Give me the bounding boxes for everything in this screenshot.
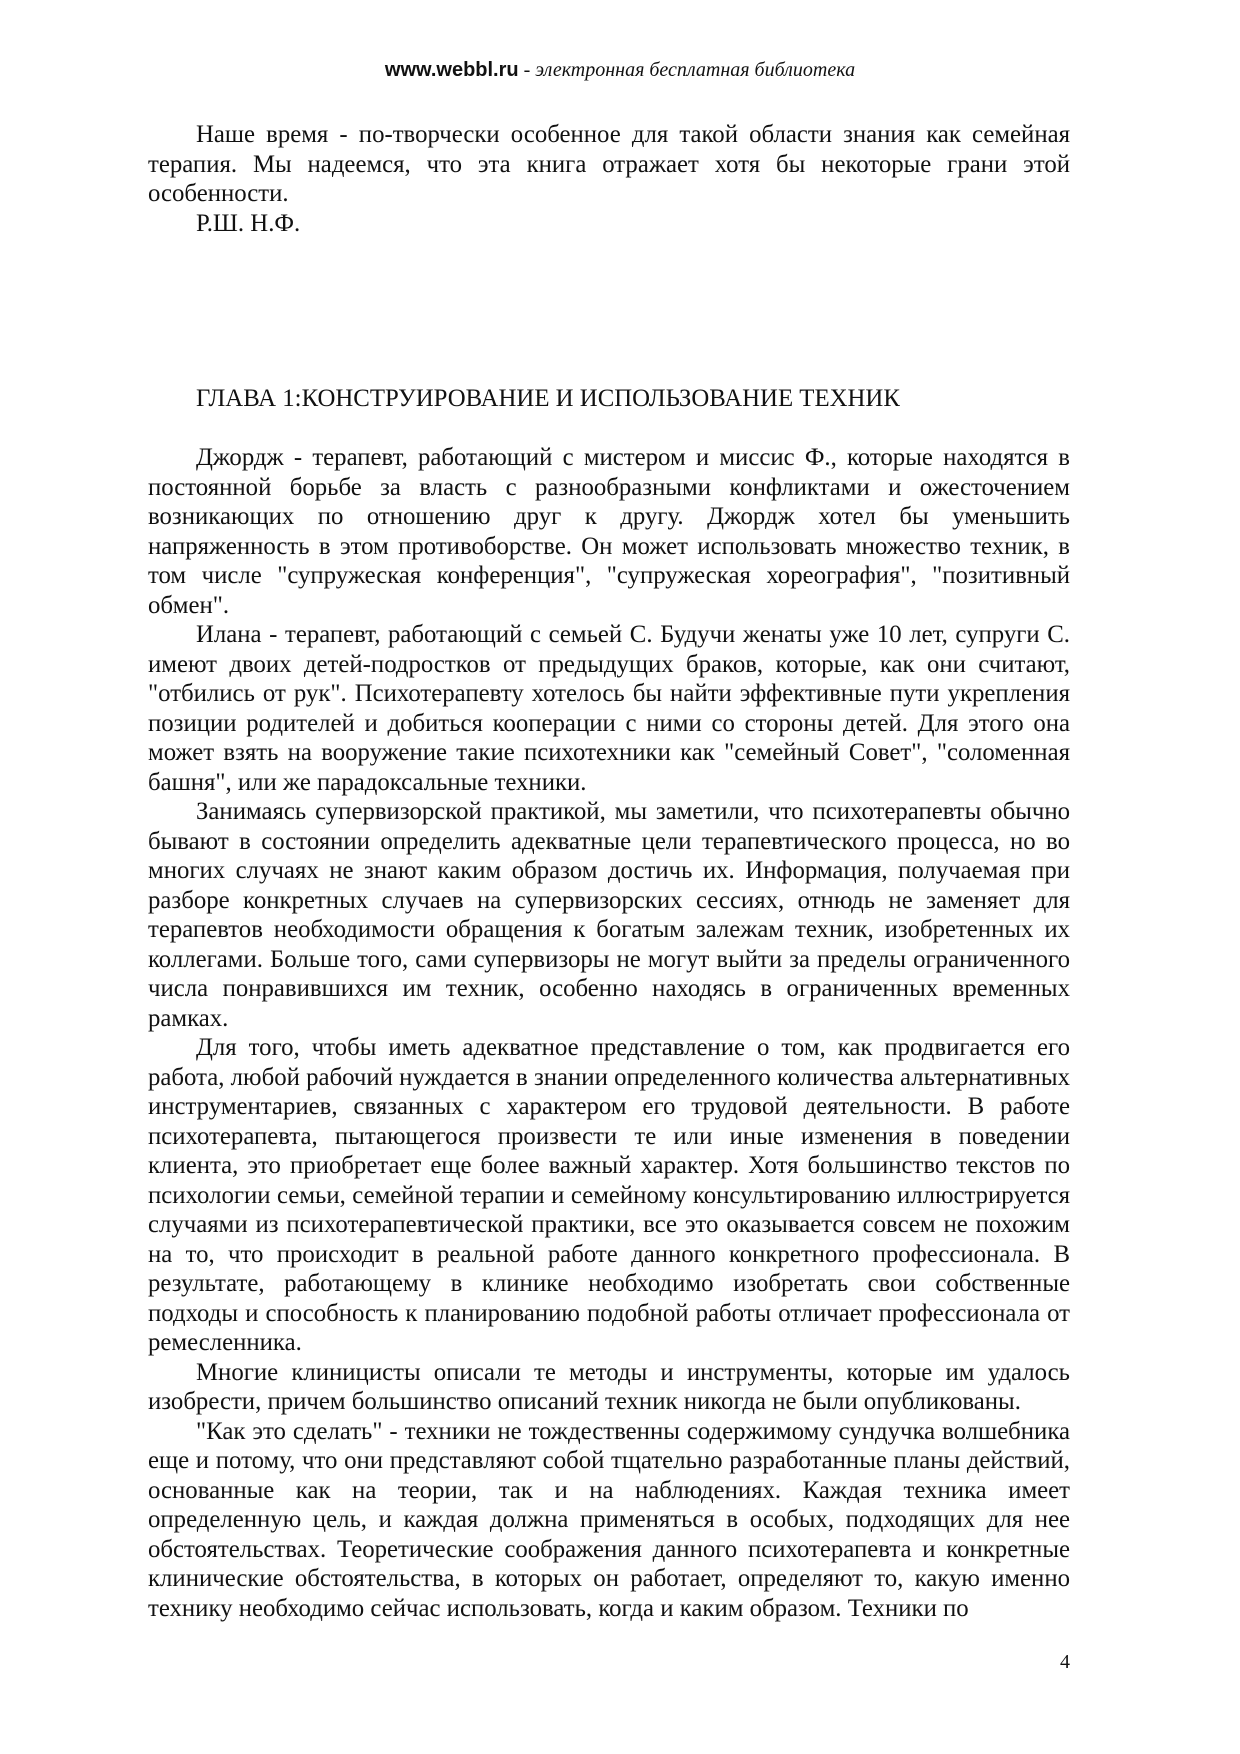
page-header [0,58,1240,82]
body-paragraph: Занимаясь супервизорской практикой, мы заметили, что психотерапевты обычно бывают в состоянии определить адекватные цели терапевтического процесса, но во многих случаях не знают каким образом достичь их. Информация, получаемая при разборе конкретных случаев на супервизорских сессиях, отнюдь не заменяет для терапевтов необходимости обращения к богатым залежам техник, изобретенных их коллегами. Больше того, сами супервизоры не могут выйти за пределы ограниченного числа понравившихся им техник, особенно находясь в ограниченных временных рамках. [148,798,1070,1032]
preface-section [148,120,1070,238]
chapter-title: ГЛАВА 1:КОНСТРУИРОВАНИЕ И ИСПОЛЬЗОВАНИЕ ТЕХНИК [196,385,900,412]
preface-paragraph: Наше время - по-творчески особенное для такой области знания как семейная терапия. Мы надеемся, что эта книга отражает хотя бы некоторые грани этой особенности. [148,121,1070,207]
body-paragraph: "Как это сделать" - техники не тождественны содержимому сундучка волшебника еще и потому, что они представляют собой тщательно разработанные планы действий, основанные как на теории, так и на наблюдениях. Каждая техника имеет определенную цель, и каждая должна применяться в особых, подходящих для нее обстоятельствах. Теоретические соображения данного психотерапевта и конкретные клинические обстоятельства, в которых он работает, определяют то, какую именно технику необходимо сейчас использовать, когда и каким образом. Техники по [148,1417,1070,1622]
body-paragraph: Джордж - терапевт, работающий с мистером и миссис Ф., которые находятся в постоянной борьбе за власть с разнообразными конфликтами и ожесточением возникающих по отношению друг к другу. Джордж хотел бы уменьшить напряженность в этом противоборстве. Он может использовать множество техник, в том числе "супружеская конференция", "супружеская хореография", "позитивный обмен". [148,444,1070,619]
preface-signature: Р.Ш. Н.Ф. [196,209,301,237]
header-tagline: - электронная бесплатная библиотека [518,59,856,81]
page-number: 4 [1060,1651,1070,1673]
header-site-link[interactable]: www.webbl.ru [384,59,519,81]
body-paragraph: Илана - терапевт, работающий с семьей С. Будучи женаты уже 10 лет, супруги С. имеют двоих детей-подростков от предыдущих браков, которые, как они считают, "отбились от рук". Психотерапевту хотелось бы найти эффективные пути укрепления позиции родителей и добиться кооперации с ними со стороны детей. Для этого она может взять на вооружение такие психотехники как "семейный Совет", "соломенная башня", или же парадоксальные техники. [148,621,1070,796]
body-paragraph: Многие клиницисты описали те методы и инструменты, которые им удалось изобрести, причем большинство описаний техник никогда не были опубликованы. [148,1358,1070,1415]
body-paragraph: Для того, чтобы иметь адекватное представление о том, как продвигается его работа, любой рабочий нуждается в знании определенного количества альтернативных инструментариев, связанных с характером его трудовой деятельности. В работе психотерапевта, пытающегося произвести те или иные изменения в поведении клиента, это приобретает еще более важный характер. Хотя большинство текстов по психологии семьи, семейной терапии и семейному консультированию иллюстрируется случаями из психотерапевтической практики, все это оказывается совсем не похожим на то, что происходит в реальной работе данного конкретного профессионала. В результате, работающему в клинике необходимо изобретать свои собственные подходы и способность к планированию подобной работы отличает профессионала от ремесленника. [148,1034,1070,1356]
chapter-body [148,443,1070,1623]
